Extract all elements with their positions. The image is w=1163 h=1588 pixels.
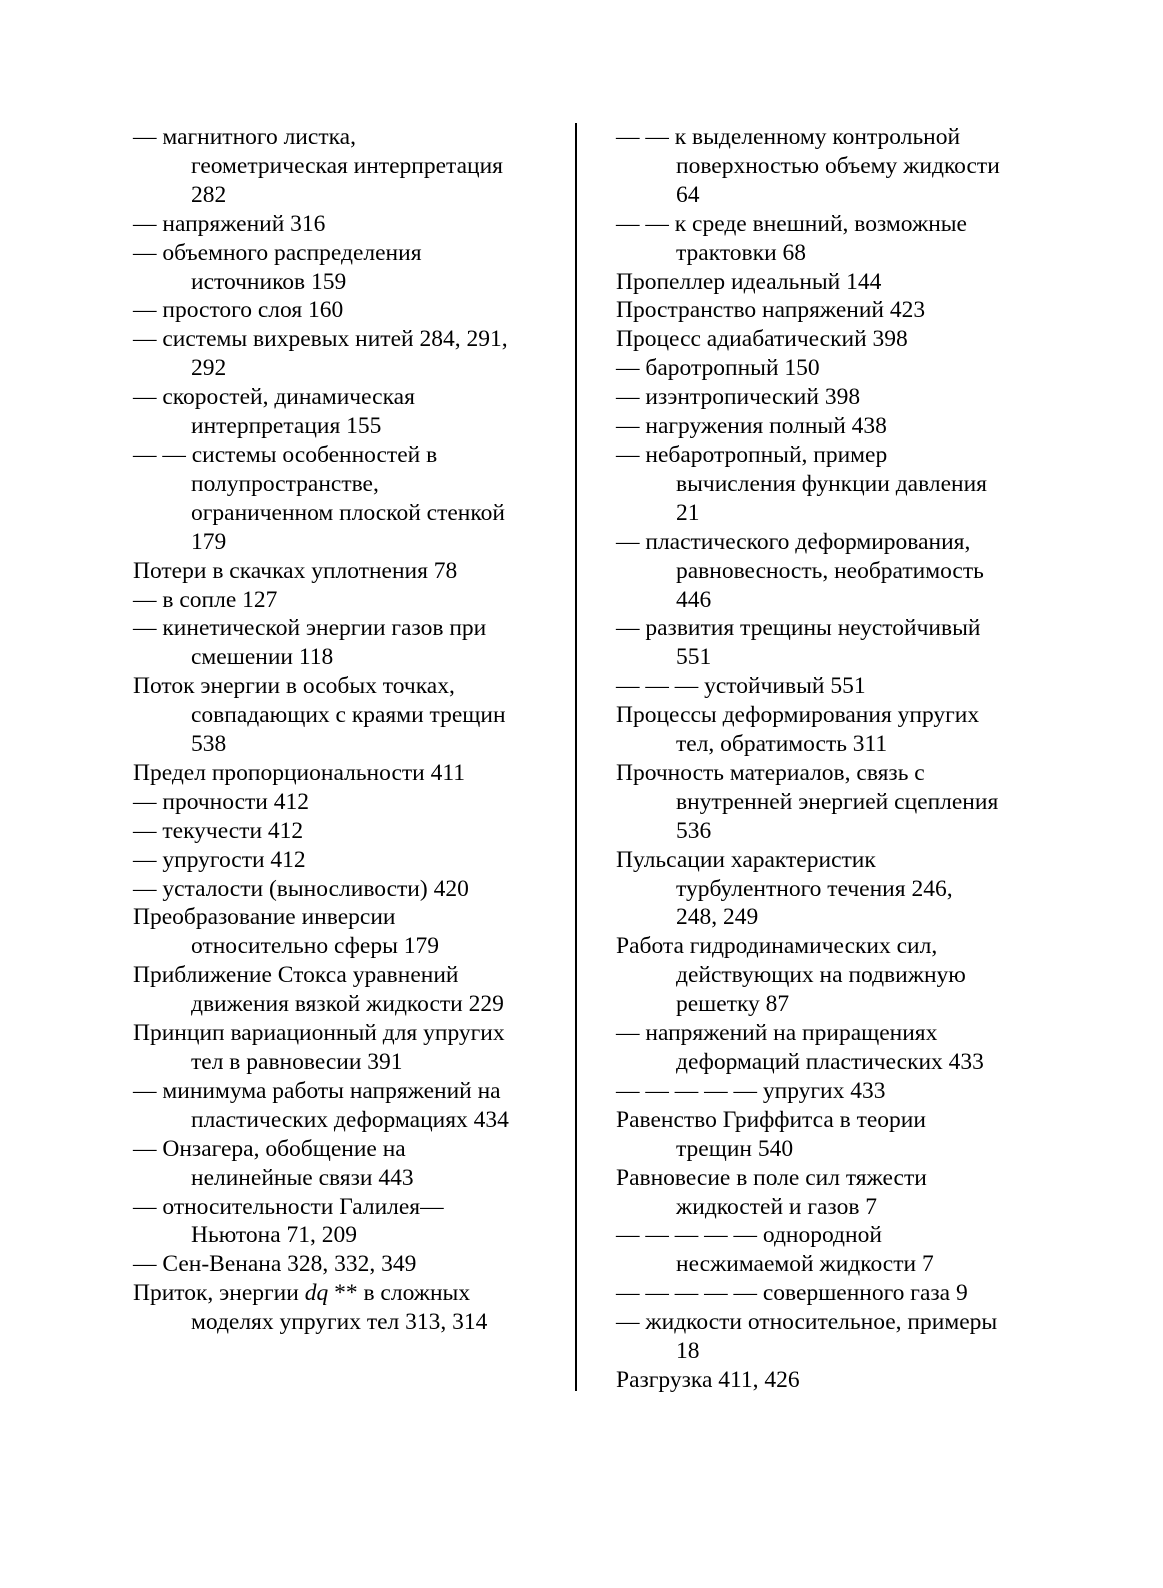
index-entry-continuation: интерпретация 155 bbox=[191, 413, 382, 440]
index-entry bbox=[133, 1193, 558, 1251]
index-entry bbox=[616, 412, 1046, 441]
index-entry-term: Прочность материалов, связь с bbox=[616, 759, 925, 786]
index-entry bbox=[616, 701, 1046, 759]
index-entry-term: — — к среде внешний, возможные bbox=[616, 210, 967, 237]
index-entry-continuation: движения вязкой жидкости 229 bbox=[191, 991, 504, 1018]
index-entry-term: Равенство Гриффитса в теории bbox=[616, 1106, 926, 1133]
entry-text: Приток, энергии bbox=[133, 1280, 305, 1307]
index-entry bbox=[616, 268, 1046, 297]
index-entry-continuation: внутренней энергией сцепления bbox=[676, 788, 999, 815]
index-entry-term: — пластического деформирования, bbox=[616, 528, 971, 555]
index-entry-term: Преобразование инверсии bbox=[133, 904, 396, 931]
index-entry bbox=[133, 1279, 558, 1337]
math-symbol: dq bbox=[304, 1280, 329, 1307]
index-entry-term: — — — устойчивый 551 bbox=[616, 673, 866, 700]
index-entry-continuation: относительно сферы 179 bbox=[191, 933, 440, 960]
index-entry bbox=[616, 672, 1046, 701]
index-entry-continuation: ограниченном плоской стенкой bbox=[191, 499, 505, 526]
index-entry bbox=[616, 932, 1046, 1019]
index-entry-term: — кинетической энергии газов при bbox=[133, 615, 487, 642]
index-entry-continuation: тел, обратимость 311 bbox=[676, 731, 888, 758]
index-column-right bbox=[616, 123, 1046, 1395]
index-entry bbox=[133, 961, 558, 1019]
index-entry-continuation: трещин 540 bbox=[676, 1135, 794, 1162]
index-entry bbox=[616, 1308, 1046, 1366]
index-entry-term: — магнитного листка, bbox=[133, 124, 356, 150]
index-entry-term: Потери в скачках уплотнения 78 bbox=[133, 557, 458, 584]
index-entry-continuation: равновесность, необратимость bbox=[676, 557, 984, 584]
index-entry-term: — — — — — упругих 433 bbox=[616, 1077, 886, 1104]
index-entry-term: Работа гидродинамических сил, bbox=[616, 933, 938, 960]
index-entry-continuation: моделях упругих тел 313, 314 bbox=[191, 1309, 488, 1336]
index-entry-term: Процессы деформирования упругих bbox=[616, 702, 980, 729]
index-entry-term: — — — — — совершенного газа 9 bbox=[616, 1280, 968, 1307]
index-entry-term: Предел пропорциональности 411 bbox=[133, 759, 465, 786]
index-entry-term: — скоростей, динамическая bbox=[133, 384, 415, 411]
index-entry bbox=[616, 528, 1046, 615]
index-entry-term: — упругости 412 bbox=[133, 846, 306, 873]
index-entry-continuation: геометрическая интерпретация bbox=[191, 152, 503, 179]
index-entry-continuation: Ньютона 71, 209 bbox=[191, 1222, 358, 1249]
index-entry bbox=[133, 1077, 558, 1135]
index-entry-term: — усталости (выносливости) 420 bbox=[133, 875, 469, 902]
index-entry-continuation: действующих на подвижную bbox=[676, 962, 966, 989]
index-entry-term: — жидкости относительное, примеры bbox=[616, 1309, 998, 1336]
index-entry-continuation: 551 bbox=[676, 644, 712, 671]
index-entry-term: — системы вихревых нитей 284, 291, bbox=[133, 326, 508, 353]
index-column-left bbox=[133, 123, 558, 1337]
index-entry bbox=[616, 759, 1046, 846]
index-entry-term: — изэнтропический 398 bbox=[616, 384, 861, 411]
index-entry-term: — Онзагера, обобщение на bbox=[133, 1135, 406, 1162]
index-entry-continuation: решетку 87 bbox=[676, 991, 790, 1018]
index-entry bbox=[616, 1164, 1046, 1222]
index-entry-continuation: 179 bbox=[191, 528, 227, 555]
index-entry-continuation: 538 bbox=[191, 731, 227, 758]
column-divider bbox=[575, 123, 577, 1391]
index-entry-term: Пропеллер идеальный 144 bbox=[616, 268, 882, 295]
index-entry-term: — напряжений на приращениях bbox=[616, 1020, 938, 1047]
index-entry bbox=[133, 239, 558, 297]
index-entry bbox=[133, 1135, 558, 1193]
index-entry bbox=[616, 123, 1046, 210]
index-entry bbox=[616, 1366, 1046, 1395]
index-entry bbox=[133, 123, 558, 210]
index-entry-term: — — к выделенному контрольной bbox=[616, 124, 961, 150]
index-entry-continuation: несжимаемой жидкости 7 bbox=[676, 1251, 934, 1278]
index-entry-term: — простого слоя 160 bbox=[133, 297, 344, 324]
index-entry bbox=[133, 1019, 558, 1077]
index-entry bbox=[616, 1106, 1046, 1164]
entry-text: ** в сложных bbox=[328, 1280, 471, 1307]
index-entry-continuation: вычисления функции давления bbox=[676, 470, 987, 497]
index-entry bbox=[616, 354, 1046, 383]
index-entry-term: — объемного распределения bbox=[133, 239, 422, 266]
index-entry bbox=[133, 296, 558, 325]
index-entry bbox=[133, 1250, 558, 1279]
index-entry bbox=[133, 383, 558, 441]
index-entry-continuation: смешении 118 bbox=[191, 644, 334, 671]
index-entry-continuation: турбулентного течения 246, bbox=[676, 875, 953, 902]
index-entry-term: — — системы особенностей в bbox=[133, 441, 438, 468]
index-entry-continuation: тел в равновесии 391 bbox=[191, 1049, 403, 1075]
index-entry-term: Разгрузка 411, 426 bbox=[616, 1366, 800, 1393]
index-entry-continuation: пластических деформациях 434 bbox=[191, 1106, 509, 1133]
index-entry bbox=[133, 557, 558, 586]
index-entry bbox=[616, 383, 1046, 412]
index-entry bbox=[616, 1019, 1046, 1077]
index-entry bbox=[616, 1221, 1046, 1279]
index-entry-term bbox=[133, 1279, 558, 1308]
index-entry-term: Равновесие в поле сил тяжести bbox=[616, 1164, 927, 1191]
index-entry-term: Принцип вариационный для упругих bbox=[133, 1020, 505, 1047]
index-entry-continuation: трактовки 68 bbox=[676, 239, 807, 266]
index-entry-term: — текучести 412 bbox=[133, 817, 304, 844]
index-entry bbox=[133, 846, 558, 875]
index-entry bbox=[616, 210, 1046, 268]
index-entry bbox=[616, 1279, 1046, 1308]
index-entry-term: Пространство напряжений 423 bbox=[616, 297, 926, 324]
index-entry-term: — напряжений 316 bbox=[133, 210, 326, 237]
index-entry-continuation: 282 bbox=[191, 181, 227, 208]
index-entry-term: Поток энергии в особых точках, bbox=[133, 673, 455, 700]
index-entry-continuation: 21 bbox=[676, 499, 700, 526]
index-entry bbox=[133, 672, 558, 759]
index-entry bbox=[616, 441, 1046, 528]
index-entry-continuation: нелинейные связи 443 bbox=[191, 1164, 414, 1191]
index-entry bbox=[616, 1077, 1046, 1106]
index-entry-term: — баротропный 150 bbox=[616, 355, 820, 382]
index-entry bbox=[616, 614, 1046, 672]
index-entry-continuation: источников 159 bbox=[191, 268, 347, 295]
index-entry-term: Пульсации характеристик bbox=[616, 846, 876, 873]
index-entry-term: — Сен-Венана 328, 332, 349 bbox=[133, 1251, 417, 1278]
index-entry-term: — развития трещины неустойчивый bbox=[616, 615, 981, 642]
index-entry-continuation: совпадающих с краями трещин bbox=[191, 702, 506, 729]
index-entry-continuation: деформаций пластических 433 bbox=[676, 1049, 984, 1075]
index-entry bbox=[133, 586, 558, 615]
index-entry-term: — прочности 412 bbox=[133, 788, 309, 815]
index-entry-term: — небаротропный, пример bbox=[616, 441, 888, 468]
index-entry-term: — — — — — однородной bbox=[616, 1222, 882, 1249]
index-entry bbox=[133, 210, 558, 239]
index-entry bbox=[616, 846, 1046, 933]
index-entry-continuation: 292 bbox=[191, 355, 227, 382]
index-entry bbox=[616, 325, 1046, 354]
index-entry-continuation: жидкостей и газов 7 bbox=[676, 1193, 878, 1220]
index-entry-continuation: 446 bbox=[676, 586, 712, 613]
index-entry bbox=[133, 875, 558, 904]
index-entry-continuation: 536 bbox=[676, 817, 712, 844]
index-entry bbox=[133, 788, 558, 817]
index-entry-term: — нагружения полный 438 bbox=[616, 413, 887, 440]
index-entry-continuation: полупространстве, bbox=[191, 470, 379, 497]
index-entry bbox=[133, 817, 558, 846]
index-entry-term: Процесс адиабатический 398 bbox=[616, 326, 908, 353]
index-entry bbox=[133, 441, 558, 557]
index-entry bbox=[133, 759, 558, 788]
index-entry-continuation: поверхностью объему жидкости bbox=[676, 152, 1000, 179]
index-entry bbox=[133, 903, 558, 961]
index-entry-term: — относительности Галилея— bbox=[133, 1193, 444, 1220]
index-entry-term: Приближение Стокса уравнений bbox=[133, 962, 459, 989]
index-entry bbox=[133, 614, 558, 672]
index-entry-continuation: 248, 249 bbox=[676, 904, 759, 931]
index-entry-term: — минимума работы напряжений на bbox=[133, 1077, 501, 1104]
index-entry bbox=[616, 296, 1046, 325]
index-entry-continuation: 18 bbox=[676, 1338, 700, 1365]
index-entry-continuation: 64 bbox=[676, 181, 700, 208]
index-entry bbox=[133, 325, 558, 383]
index-entry-term: — в сопле 127 bbox=[133, 586, 278, 613]
